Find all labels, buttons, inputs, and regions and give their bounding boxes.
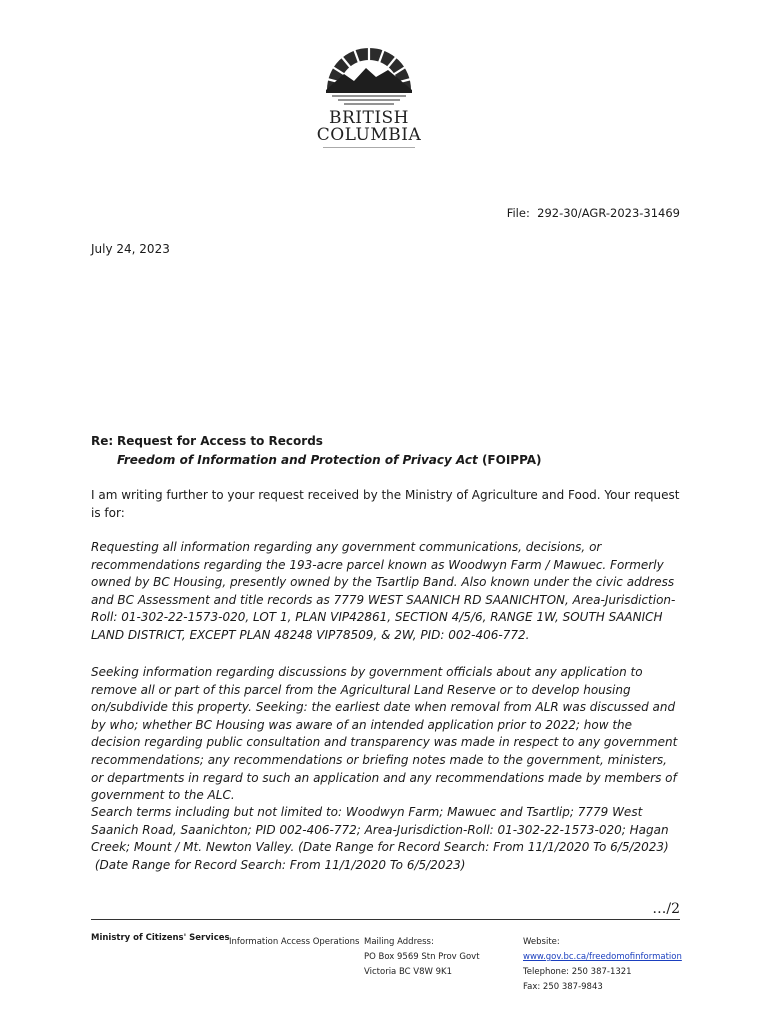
footer-contact xyxy=(523,935,682,995)
letter-date: July 24, 2023 xyxy=(91,242,170,256)
intro-paragraph: I am writing further to your request received by the Ministry of Agriculture and Food. Your request is for: xyxy=(91,488,680,520)
act-name: Freedom of Information and Protection of Privacy Act xyxy=(117,453,478,467)
logo-wordmark-british: BRITISH xyxy=(328,108,410,128)
request-paragraph-3 xyxy=(91,804,681,874)
request-search-terms: Search terms including but not limited to: Woodwyn Farm; Mawuec and Tsartlip; 7779 West Saanich Road, Saanichton; PID 002-406-772; Area-Jurisdiction-Roll: 01-302-22-1573-020; Hagan Creek; Mount / Mt. Newton Valley. (Date Range for Record Search: From 11/1/2020 To 6/5/2023) xyxy=(91,805,669,855)
file-reference xyxy=(400,206,680,220)
file-number: 292-30/AGR-2023-31469 xyxy=(537,206,680,220)
logo-wordmark-columbia: COLUMBIA xyxy=(316,125,422,145)
logo-underline xyxy=(323,147,415,148)
telephone: Telephone: 250 387-1321 xyxy=(523,967,632,977)
mailing-line-2: Victoria BC V8W 9K1 xyxy=(364,967,453,977)
bc-government-logo xyxy=(314,44,424,148)
sun-mountain-emblem-icon xyxy=(314,44,424,106)
file-label: File: xyxy=(506,206,530,220)
mailing-line-1: PO Box 9569 Stn Prov Govt xyxy=(364,952,480,962)
act-reference xyxy=(117,453,542,467)
footer-mailing-address xyxy=(364,935,480,980)
website-label: Website: xyxy=(523,937,560,947)
footer-branch: Information Access Operations xyxy=(229,937,360,947)
website-link[interactable]: www.gov.bc.ca/freedomofinformation xyxy=(523,952,682,962)
re-label: Re: xyxy=(91,434,114,448)
footer-ministry: Ministry of Citizens' Services xyxy=(91,933,230,943)
subject-line xyxy=(91,434,323,448)
request-date-range: (Date Range for Record Search: From 11/1/2020 To 6/5/2023) xyxy=(91,857,466,872)
mailing-label: Mailing Address: xyxy=(364,937,434,947)
request-paragraph-2: Seeking information regarding discussions by government officials about any application to remove all or part of this parcel from the Agricultural Land Reserve or to develop housing on/subdivide this property. Seeking: the earliest date when removal from ALR was discussed and by who; whether BC Housing was aware of an intended application prior to 2022; how the decision regarding public consultation and transparency was made in respect to any government recommendations; any recommendations or briefing notes made to the government, ministers, or departments in regard to such an application and any recommendations made by members of government to the ALC. xyxy=(91,665,678,803)
subject-title: Request for Access to Records xyxy=(117,434,323,448)
act-abbreviation: (FOIPPA) xyxy=(481,453,542,467)
page-continuation-marker: …/2 xyxy=(652,901,680,917)
request-paragraph-1: Requesting all information regarding any government communications, decisions, or recommendations regarding the 193-acre parcel known as Woodwyn Farm / Mawuec. Formerly owned by BC Housing, presently owned by the Tsartlip Band. Also known under the civic address and BC Assessment and title records as 7779 WEST SAANICH RD SAANICHTON, Area-Jurisdiction-Roll: 01-302-22-1573-020, LOT 1, PLAN VIP42861, SECTION 4/5/6, RANGE 1W, SOUTH SAANICH LAND DISTRICT, EXCEPT PLAN 48248 VIP78509, & 2W, PID: 002-406-772. xyxy=(91,540,676,642)
footer-divider xyxy=(91,919,680,920)
fax: Fax: 250 387-9843 xyxy=(523,982,603,992)
